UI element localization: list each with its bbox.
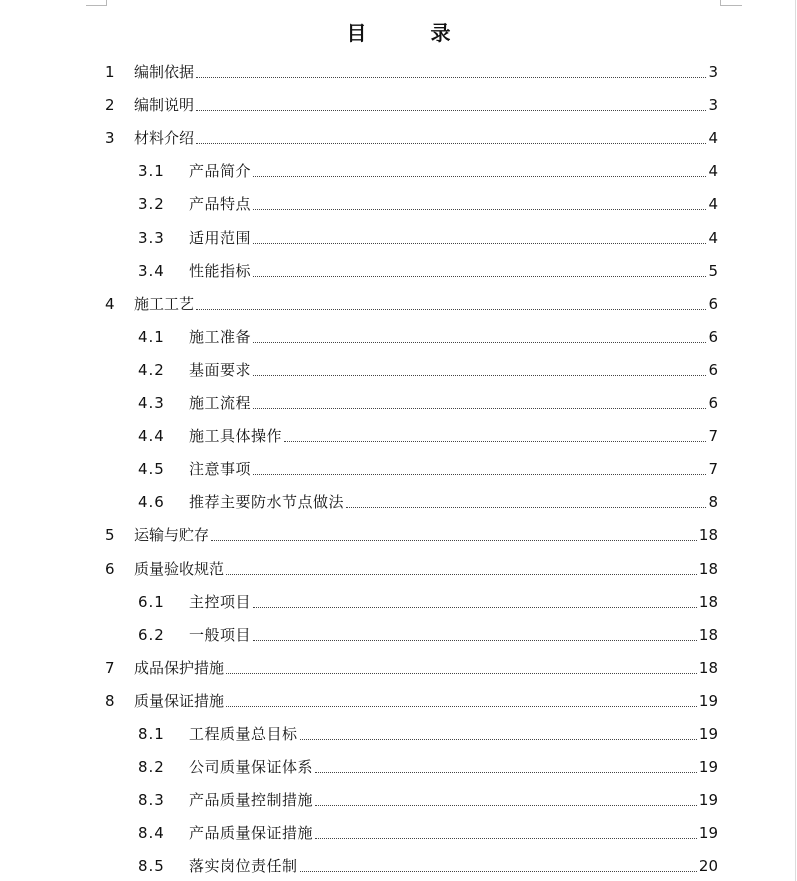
- toc-entry-number: 3.4: [138, 261, 165, 280]
- toc-entry-label: 运输与贮存: [134, 526, 210, 545]
- toc-leader-dots: [253, 342, 706, 343]
- toc-entry-label: 施工工艺: [134, 294, 195, 313]
- toc-entry-page: 4: [708, 162, 718, 181]
- toc-entry-page: 19: [698, 824, 718, 843]
- toc-entry-number: 8.3: [138, 791, 165, 810]
- toc-entry[interactable]: [0, 93, 797, 115]
- toc-entry-number: 7: [105, 658, 115, 677]
- toc-entry-page: 18: [698, 592, 718, 611]
- toc-leader-dots: [284, 441, 706, 442]
- toc-entry-number: 4.2: [138, 360, 165, 379]
- toc-leader-dots: [226, 706, 697, 707]
- toc-entry-page: 4: [708, 228, 718, 247]
- toc-entry-number: 4.5: [138, 460, 165, 479]
- toc-entry-page: 6: [708, 360, 718, 379]
- toc-entry-number: 1: [105, 63, 115, 81]
- toc-entry-number: 3.1: [138, 162, 165, 181]
- toc-entry-label: 主控项目: [189, 592, 252, 611]
- toc-entry-page: 20: [698, 857, 718, 876]
- toc-entry-page: 4: [708, 129, 718, 148]
- toc-leader-dots: [253, 607, 697, 608]
- toc-entry[interactable]: [0, 192, 797, 214]
- toc-entry-label: 编制说明: [134, 96, 195, 115]
- toc-entry-label: 编制依据: [134, 63, 195, 81]
- toc-entry-page: 5: [708, 261, 718, 280]
- toc-entry[interactable]: [0, 656, 797, 678]
- toc-entry-label: 产品质量控制措施: [189, 791, 314, 810]
- toc-entry-page: 6: [708, 294, 718, 313]
- toc-entry-number: 4.3: [138, 394, 165, 412]
- toc-leader-dots: [196, 110, 706, 111]
- toc-entry[interactable]: [0, 457, 797, 479]
- toc-entry-label: 施工具体操作: [189, 427, 283, 446]
- toc-entry-page: 3: [708, 63, 718, 81]
- toc-entry-label: 基面要求: [189, 360, 252, 379]
- toc-entry-number: 6.1: [138, 592, 165, 611]
- toc-entry-label: 适用范围: [189, 228, 252, 247]
- toc-leader-dots: [253, 176, 706, 177]
- toc-entry[interactable]: [0, 358, 797, 380]
- toc-entry-label: 施工流程: [189, 394, 252, 412]
- toc-entry-number: 8.4: [138, 824, 165, 843]
- toc-entry[interactable]: [0, 391, 797, 413]
- crop-mark-top-right-h: [720, 5, 742, 6]
- toc-entry-page: 7: [708, 460, 718, 479]
- toc-entry-label: 产品简介: [189, 162, 252, 181]
- toc-leader-dots: [253, 640, 697, 641]
- toc-entry-page: 18: [698, 658, 718, 677]
- toc-entry[interactable]: [0, 623, 797, 645]
- toc-leader-dots: [253, 243, 706, 244]
- toc-entry-label: 公司质量保证体系: [189, 758, 314, 777]
- toc-entry-label: 性能指标: [189, 261, 252, 280]
- toc-entry-number: 3.3: [138, 228, 165, 247]
- toc-entry[interactable]: [0, 60, 797, 82]
- toc-leader-dots: [300, 739, 697, 740]
- toc-entry-number: 2: [105, 96, 115, 115]
- toc-entry-page: 6: [708, 394, 718, 412]
- toc-entry-label: 质量验收规范: [134, 559, 225, 578]
- toc-leader-dots: [315, 772, 697, 773]
- toc-entry-page: 8: [708, 493, 718, 512]
- toc-leader-dots: [315, 805, 697, 806]
- toc-entry-label: 工程质量总目标: [189, 725, 298, 743]
- toc-entry[interactable]: [0, 788, 797, 810]
- toc-leader-dots: [253, 276, 706, 277]
- toc-entry[interactable]: [0, 854, 797, 876]
- toc-entry-label: 注意事项: [189, 460, 252, 479]
- toc-leader-dots: [253, 375, 706, 376]
- toc-entry-label: 落实岗位责任制: [189, 857, 298, 876]
- toc-leader-dots: [346, 507, 706, 508]
- toc-leader-dots: [300, 871, 697, 872]
- crop-mark-top-right-v: [720, 0, 721, 6]
- toc-entry-number: 8.1: [138, 725, 165, 743]
- toc-entry-label: 施工准备: [189, 327, 252, 346]
- toc-entry-page: 4: [708, 195, 718, 214]
- toc-leader-dots: [211, 540, 697, 541]
- toc-entry-page: 18: [698, 625, 718, 644]
- toc-entry-label: 成品保护措施: [134, 658, 225, 677]
- toc-entry-page: 19: [698, 725, 718, 743]
- toc-entry-page: 19: [698, 791, 718, 810]
- toc-entry-number: 6.2: [138, 625, 165, 644]
- toc-entry-page: 6: [708, 327, 718, 346]
- toc-leader-dots: [226, 673, 697, 674]
- toc-entry[interactable]: [0, 590, 797, 612]
- toc-entry[interactable]: [0, 523, 797, 545]
- toc-entry[interactable]: [0, 821, 797, 843]
- toc-entry[interactable]: [0, 226, 797, 248]
- crop-mark-top-left-v: [106, 0, 107, 6]
- toc-entry[interactable]: [0, 557, 797, 579]
- toc-leader-dots: [253, 209, 706, 210]
- toc-entry[interactable]: [0, 755, 797, 777]
- toc-entry-page: 3: [708, 96, 718, 115]
- toc-leader-dots: [253, 474, 706, 475]
- toc-entry[interactable]: [0, 722, 797, 744]
- toc-entry-label: 产品质量保证措施: [189, 824, 314, 843]
- toc-entry-number: 5: [105, 526, 115, 545]
- toc-entry[interactable]: [0, 325, 797, 347]
- toc-entry-number: 8.2: [138, 758, 165, 777]
- toc-entry-page: 7: [708, 427, 718, 446]
- toc-entry-label: 一般项目: [189, 625, 252, 644]
- toc-entry[interactable]: [0, 689, 797, 711]
- toc-entry-number: 8.5: [138, 857, 165, 876]
- toc-entry-number: 4.1: [138, 327, 165, 346]
- toc-entry-page: 19: [698, 691, 718, 710]
- toc-leader-dots: [196, 77, 706, 78]
- toc-entry-page: 18: [698, 559, 718, 578]
- toc-entry-number: 6: [105, 559, 115, 578]
- toc-entry-number: 4.4: [138, 427, 165, 446]
- toc-entry[interactable]: [0, 126, 797, 148]
- toc-entry-number: 4: [105, 294, 115, 313]
- toc-leader-dots: [226, 574, 697, 575]
- toc-entry-number: 4.6: [138, 493, 165, 512]
- toc-entry-number: 8: [105, 691, 115, 710]
- crop-mark-top-left-h: [86, 5, 106, 6]
- toc-entry-number: 3: [105, 129, 115, 148]
- toc-entry[interactable]: [0, 292, 797, 314]
- toc-entry-label: 材料介绍: [134, 129, 195, 148]
- toc-leader-dots: [253, 408, 706, 409]
- toc-entry-label: 产品特点: [189, 195, 252, 214]
- toc-entry[interactable]: [0, 490, 797, 512]
- toc-leader-dots: [315, 838, 697, 839]
- toc-entry[interactable]: [0, 259, 797, 281]
- toc-title: 目 录: [346, 21, 473, 45]
- toc-entry[interactable]: [0, 159, 797, 181]
- toc-entry[interactable]: [0, 424, 797, 446]
- toc-entry-number: 3.2: [138, 195, 165, 214]
- toc-entry-page: 19: [698, 758, 718, 777]
- toc-leader-dots: [196, 143, 706, 144]
- toc-entry-label: 质量保证措施: [134, 691, 225, 710]
- toc-entry-label: 推荐主要防水节点做法: [189, 493, 345, 512]
- toc-leader-dots: [196, 309, 706, 310]
- toc-entry-page: 18: [698, 526, 718, 545]
